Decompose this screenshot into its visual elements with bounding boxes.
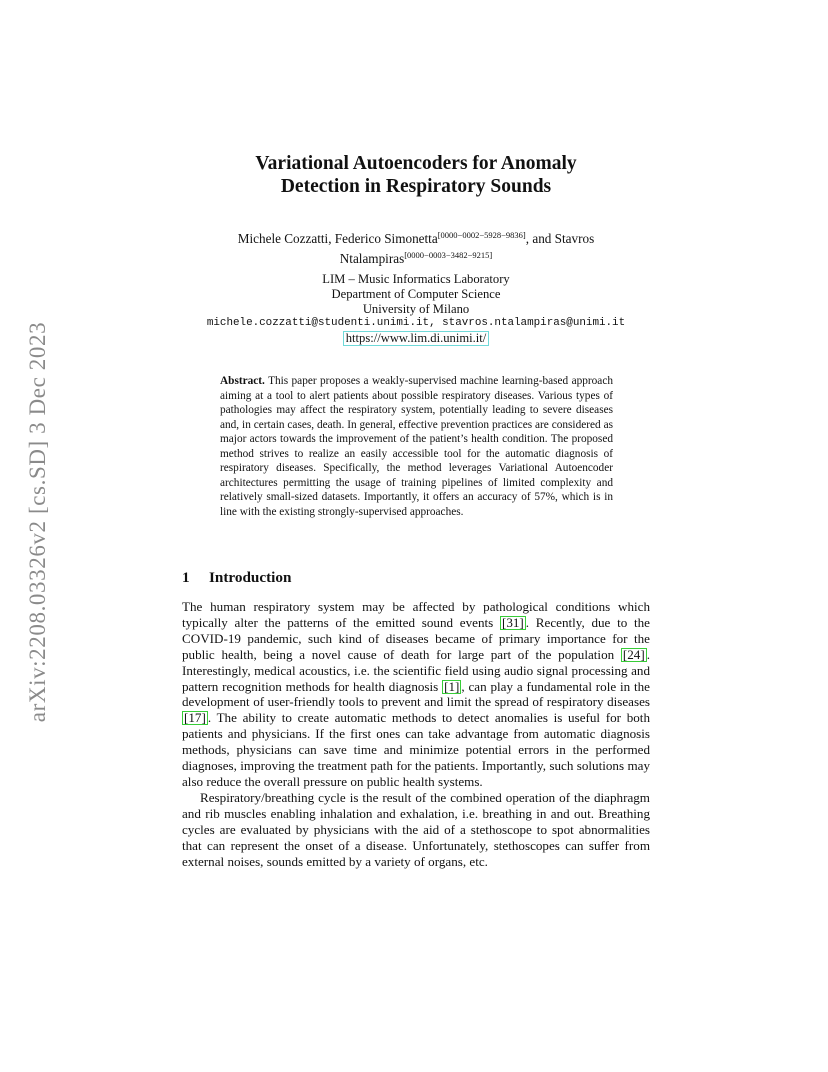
citation-link[interactable]: [31] [501,614,524,630]
section-heading [182,569,291,587]
author-list [182,227,650,267]
paragraph-1 [182,599,650,790]
paper-title [182,152,650,198]
author-names-1: Michele Cozzatti, Federico Simonetta [237,231,438,246]
author-name-2: Ntalampiras [339,251,405,266]
author-line-2 [182,247,650,267]
orcid-2: [0000−0003−3482−9215] [404,250,493,260]
abstract-label: Abstract. [220,375,265,387]
citation-link[interactable]: [1] [444,678,460,694]
author-emails: michele.cozzatti@studenti.unimi.it, stavros.ntalampiras@unimi.it [206,317,626,330]
lab-name: LIM – Music Informatics Laboratory [322,272,510,286]
abstract-text: This paper proposes a weakly-supervised machine learning-based approach aiming at a tool to alert patients about possible respiratory diseases. Various types of pathologies may affect the respiratory system, potentially leading to severe diseases and, in certain cases, death. In general, effective prevention practices are considered as major actors towards the improvement of the patient’s health condition. The proposed method strives to realize an easily accessible tool for the automatic diagnosis of respiratory diseases. Specifically, the method leverages Variational Autoencoder architectures permitting the usage of training pipelines of limited complexity and relatively small-sized datasets. Importantly, it offers an accuracy of 57%, which is in line with the existing strongly-supervised approaches. [220,375,613,518]
arxiv-stamp [22,292,54,752]
citation-link[interactable]: [24] [622,646,645,662]
arxiv-id: arXiv:2208.03326v2 [cs.SD] 3 Dec 2023 [25,321,50,723]
paragraph-1-text-a: The human respiratory system may be affected by pathological conditions which typically alter the patterns of the emitted sound events [182,599,650,630]
section-body [182,599,650,869]
author-line-1 [182,227,650,247]
title-line-1: Variational Autoencoders for Anomaly [255,153,577,174]
citation-link[interactable]: [17] [184,710,206,726]
author-connector: , and Stavros [525,231,595,246]
section-number: 1 [182,569,190,586]
paragraph-1-text-b: . Recently, due to the COVID-19 pandemic, such kind of diseases became of primary importance for the public health, being a novel cause of death for large part of the population [182,614,650,662]
section-title: Introduction [209,569,292,586]
paragraph-1-text-c: . Interestingly, medical acoustics, i.e. the scientific field using audio signal processing and pattern recognition methods for health diagnosis [182,646,650,694]
paragraph-1-text-d: , can play a fundamental role in the development of user-friendly tools to prevent and limit the spread of respiratory diseases [182,678,650,710]
paragraph-2: Respiratory/breathing cycle is the result of the combined operation of the diaphragm and rib muscles enabling inhalation and exhalation, i.e. breathing in and out. Breathing cycles are evaluated by physicians with the aid of a stethoscope to spot abnormalities that can represent the onset of a disease. Unfortunately, stethoscopes can suffer from external noises, sounds emitted by a variety of organs, etc. [182,789,650,869]
affiliation [182,272,650,346]
university: University of Milano [362,301,470,316]
paragraph-1-text-e: . The ability to create automatic methods to detect anomalies is useful for both patients and physicians. If the first ones can take advantage from automatic diagnosis methods, physicians can save time and minimize potential errors in the performed diagnoses, improving the treatment path for the patients. Importantly, such solutions may also reduce the overall pressure on public health systems. [182,710,650,789]
orcid-1: [0000−0002−5928−9836] [437,230,526,240]
title-line-2: Detection in Respiratory Sounds [280,176,552,197]
department: Department of Computer Science [331,286,501,301]
abstract [220,374,613,519]
lab-url-link[interactable]: https://www.lim.di.unimi.it/ [343,331,490,346]
